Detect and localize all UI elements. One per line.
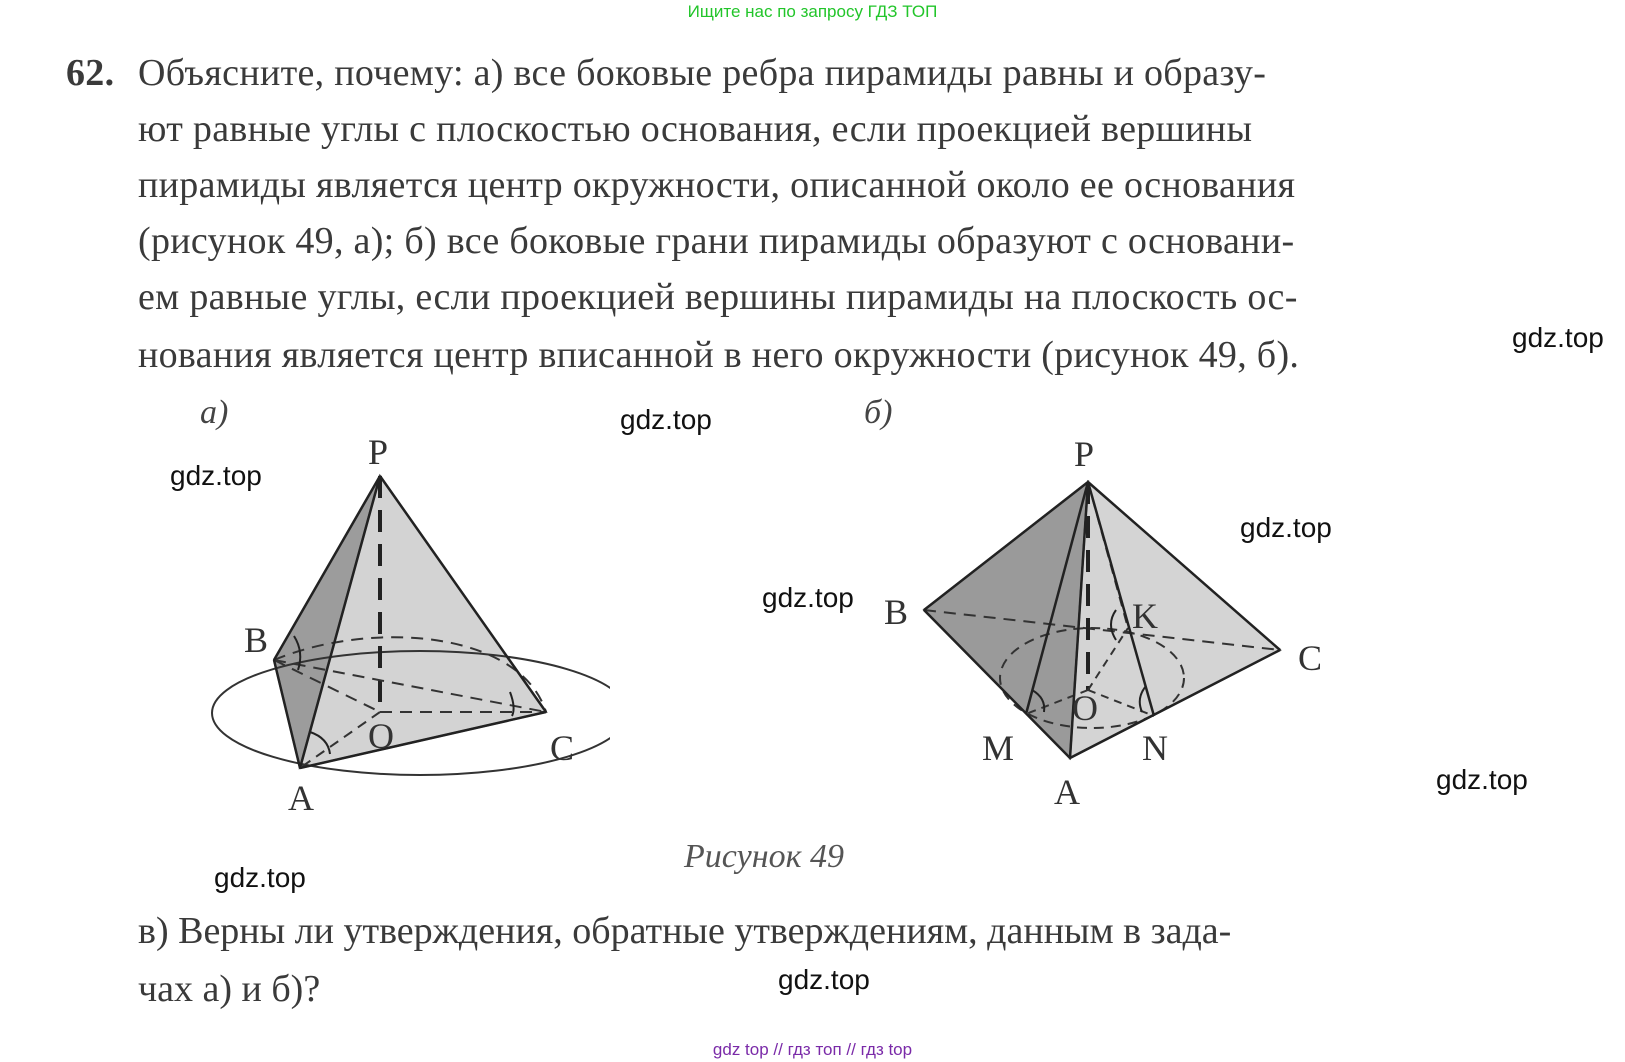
- question-text: [138, 902, 1231, 1018]
- fig-b-label-b: B: [884, 592, 909, 632]
- figure-caption: Рисунок 49: [684, 838, 844, 875]
- problem-line-3: пирамиды является центр окружности, описанной около ее основания: [138, 164, 1296, 206]
- problem-line-4: (рисунок 49, а); б) все боковые грани пирамиды образуют с основани-: [138, 220, 1295, 262]
- fig-b-label-k: K: [1132, 596, 1158, 636]
- fig-a-label-b: B: [244, 620, 269, 660]
- fig-b-label-p: P: [1074, 434, 1095, 474]
- watermark: gdz.top: [778, 964, 870, 995]
- fig-a-label-o: O: [368, 716, 394, 756]
- figure-b-pyramid: [880, 430, 1340, 820]
- watermark: gdz.top: [214, 862, 306, 893]
- figure-a-label: а): [200, 394, 229, 431]
- watermark: gdz.top: [1512, 322, 1604, 353]
- search-hint: Ищите нас по запросу ГДЗ ТОП: [687, 2, 938, 21]
- fig-b-label-m: M: [982, 728, 1015, 768]
- fig-b-label-o: O: [1072, 688, 1098, 728]
- fig-a-label-p: P: [368, 432, 389, 472]
- fig-b-label-a: A: [1054, 772, 1080, 812]
- problem-line-1: Объясните, почему: а) все боковые ребра пирамиды равны и образу-: [138, 52, 1267, 94]
- watermark: gdz.top: [762, 582, 854, 613]
- watermark: gdz.top: [1436, 764, 1528, 795]
- problem-line-5: ем равные углы, если проекцией вершины пирамиды на плоскость ос-: [138, 276, 1298, 318]
- figure-b-label: б): [864, 394, 893, 431]
- fig-b-label-n: N: [1142, 728, 1168, 768]
- fig-a-label-c: C: [550, 728, 575, 768]
- watermark: gdz.top: [1240, 512, 1332, 543]
- problem-line-6: нования является центр вписанной в него окружности (рисунок 49, б).: [138, 334, 1300, 376]
- watermark: gdz.top: [170, 460, 262, 491]
- fig-b-label-c: C: [1298, 638, 1323, 678]
- footer-text: gdz top // гдз топ // гдз top: [712, 1040, 913, 1059]
- problem-number: 62.: [66, 52, 115, 94]
- watermark: gdz.top: [620, 404, 712, 435]
- question-line-2: чах а) и б)?: [138, 968, 321, 1010]
- fig-a-label-a: A: [288, 778, 314, 818]
- question-line-1: в) Верны ли утверждения, обратные утверждениям, данным в зада-: [138, 910, 1232, 952]
- problem-line-2: ют равные углы с плоскостью основания, если проекцией вершины: [138, 108, 1253, 150]
